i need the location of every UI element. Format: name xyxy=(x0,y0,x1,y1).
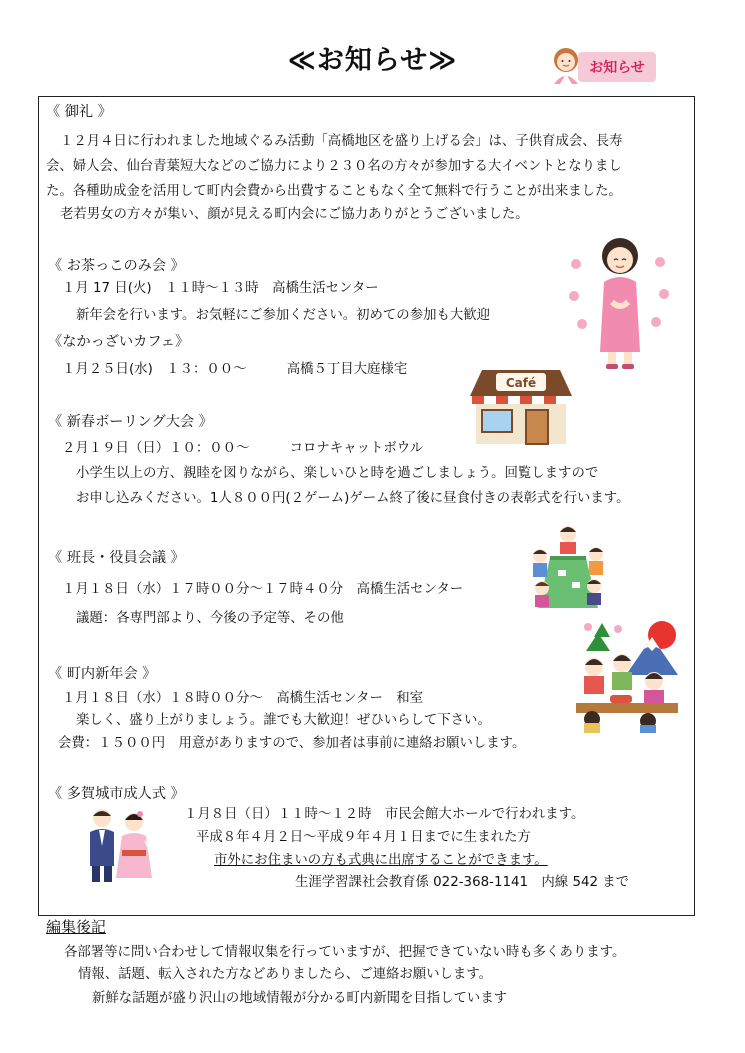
orei-line: 老若男女の方々が集い、顔が見える町内会にご協力ありがとうございました。 xyxy=(60,207,529,222)
section-heading-cafe: 《なかっざいカフェ》 xyxy=(48,334,190,350)
seijinshiki-line: １月８日（日）１１時～１２時 市民会館大ホールで行われます。 xyxy=(184,807,585,822)
meeting-illustration xyxy=(528,520,608,610)
notice-badge xyxy=(548,44,658,86)
hancho-line: 議題：各専門部より、今後の予定等、その他 xyxy=(76,611,344,626)
footer-heading: 編集後記 xyxy=(46,918,107,936)
section-heading-seijinshiki: 《 多賀城市成人式 》 xyxy=(48,786,185,802)
coming-of-age-illustration xyxy=(82,806,158,884)
ochakko-line: １月 17 日(火) １１時～１３時 高橋生活センター xyxy=(62,281,379,296)
bowling-line: 小学生以上の方、親睦を図りながら、楽しいひと時を過ごしましょう。回覧しますので xyxy=(76,466,599,481)
orei-line: １２月４日に行われました地域ぐるみ活動「高橋地区を盛り上げる会」は、子供育成会、長寿 xyxy=(60,134,623,149)
section-heading-hancho: 《 班長・役員会議 》 xyxy=(48,550,185,566)
section-heading-ochakko: 《 お茶っこのみ会 》 xyxy=(48,258,185,274)
new-year-party-illustration xyxy=(572,615,682,733)
shinnenkai-line: 会費：１５００円 用意がありますので、参加者は事前に連絡お願いします。 xyxy=(58,736,526,751)
hancho-line: １月１８日（水）１７時００分～１７時４０分 高橋生活センター xyxy=(62,582,464,597)
badge-label: お知らせ xyxy=(578,52,656,82)
cafe-line: １月２５日(水) １３：００～ 高橋５丁目大庭様宅 xyxy=(62,362,408,377)
section-heading-bowling: 《 新春ボーリング大会 》 xyxy=(48,414,213,430)
cafe-sign: Café xyxy=(505,376,537,390)
shinnenkai-line: １月１８日（水）１８時００分～ 高橋生活センター 和室 xyxy=(62,691,424,706)
footer-line: 新鮮な話題が盛り沢山の地域情報が分かる町内新聞を目指しています xyxy=(92,991,508,1006)
shinnenkai-line: 楽しく、盛り上がりましょう。誰でも大歓迎！ぜひいらして下さい。 xyxy=(76,713,491,728)
footer-line: 情報、話題、転入された方などありましたら、ご連絡お願いします。 xyxy=(78,967,493,982)
orei-line: た。各種助成金を活用して町内会費から出費することもなく全て無料で行うことが出来ました。 xyxy=(46,184,622,199)
bowling-line: ２月１９日（日）１０：００～ コロナキャットボウル xyxy=(62,441,424,456)
orei-line: 会、婦人会、仙台青葉短大などのご協力により２３０名の方々が参加する大イベントとなりまし xyxy=(46,159,622,174)
ochakko-line: 新年会を行います。お気軽にご参加ください。初めての参加も大歓迎 xyxy=(76,308,491,323)
page-title: ≪お知らせ≫ xyxy=(287,45,458,76)
footer-line: 各部署等に問い合わせして情報収集を行っていますが、把握できていない時も多くあります。 xyxy=(64,945,626,960)
seijinshiki-contact: 生涯学習課社会教育係 022-368-1141 内線 542 まで xyxy=(295,875,630,890)
seijinshiki-line: 平成８年４月２日～平成９年４月１日までに生まれた方 xyxy=(196,830,531,845)
cafe-illustration xyxy=(468,356,574,448)
section-heading-shinnenkai: 《 町内新年会 》 xyxy=(48,666,157,682)
bowling-line: お申し込みください。1人８００円(２ゲーム)ゲーム終了後に昼食付きの表彰式を行います。 xyxy=(76,491,630,506)
section-heading-orei: 《 御礼 》 xyxy=(46,104,112,120)
seijinshiki-line: 市外にお住まいの方も式典に出席することができます。 xyxy=(214,853,548,868)
bowing-woman-illustration xyxy=(568,232,672,372)
